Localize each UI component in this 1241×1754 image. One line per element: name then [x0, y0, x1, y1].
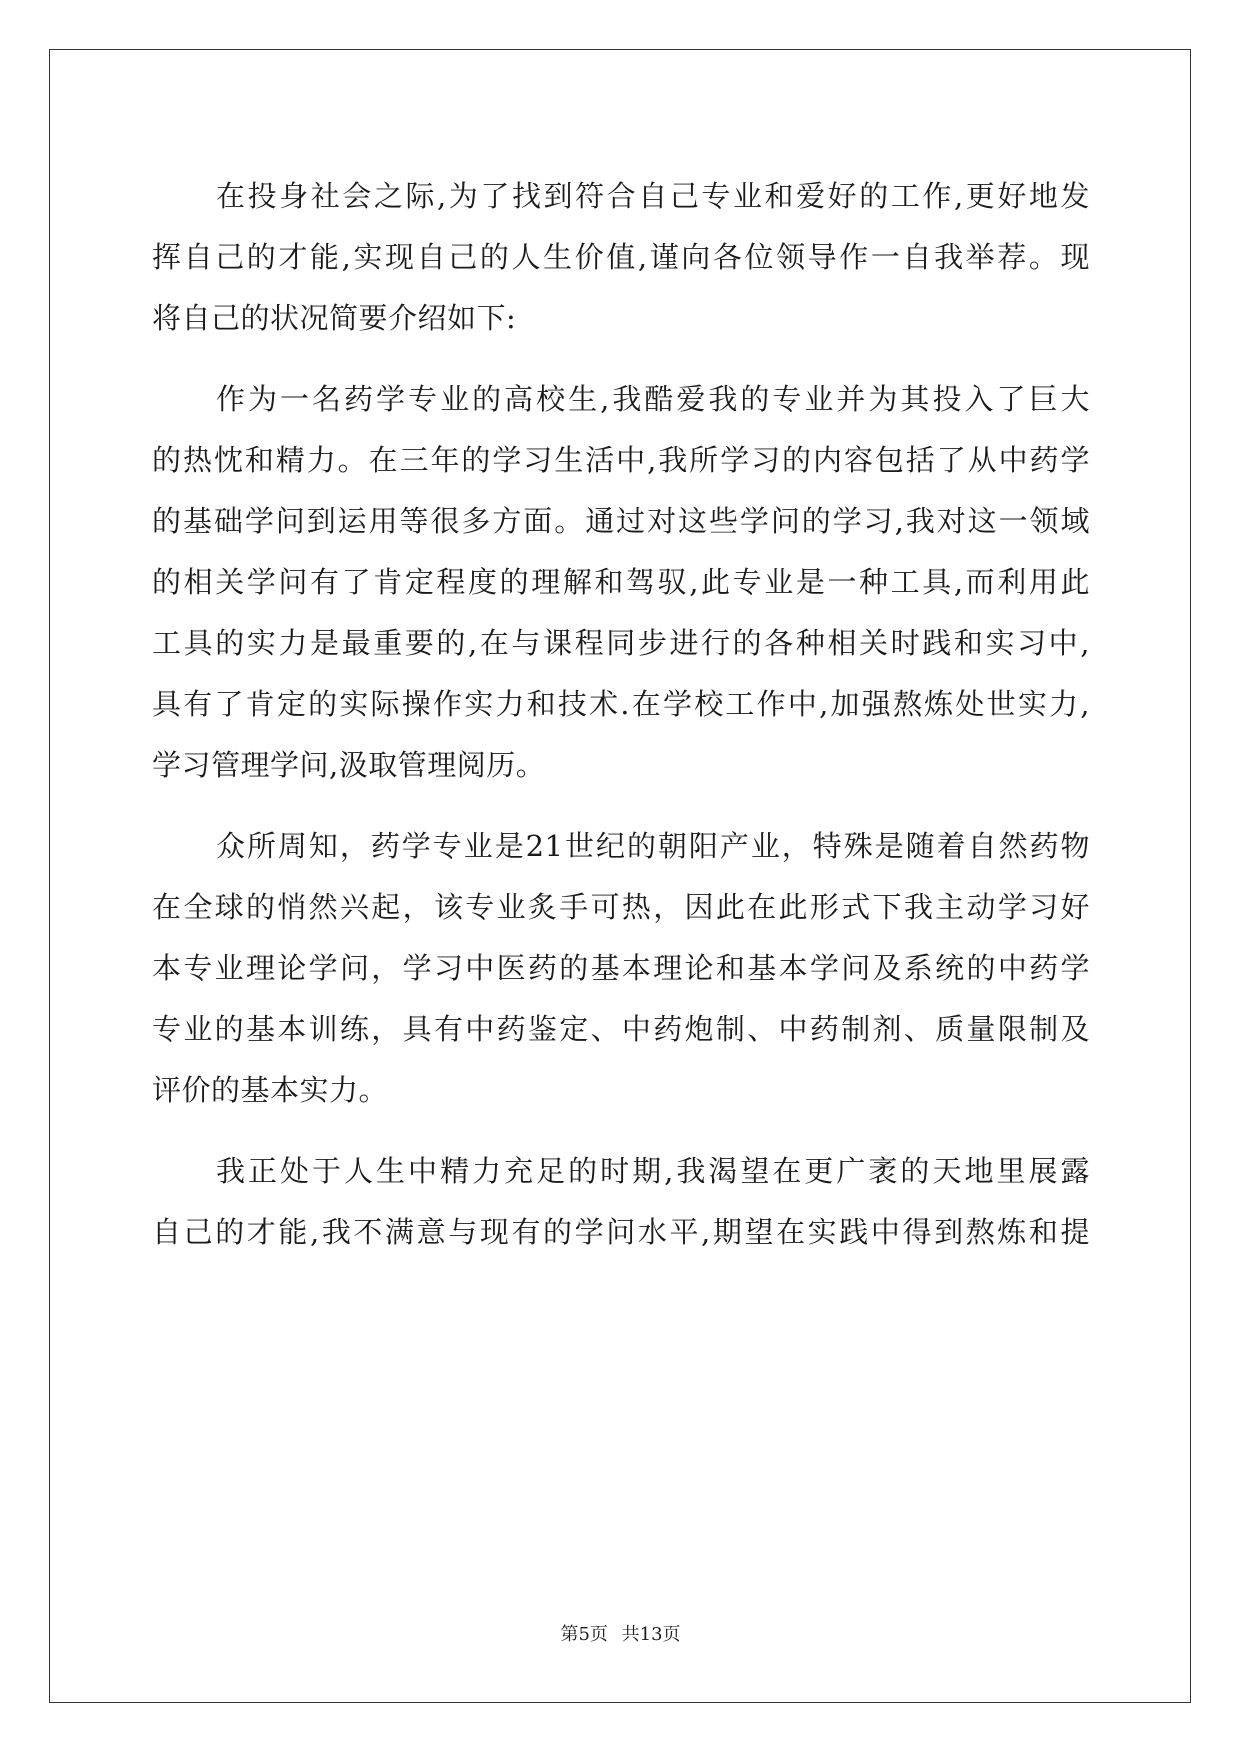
page-footer — [0, 1620, 1241, 1646]
text-line: 众所周知，药学专业是21世纪的朝阳产业，特殊是随着自然药物 — [216, 829, 1090, 863]
text-line: 的热忱和精力。在三年的学习生活中,我所学习的内容包括了从中药学 — [152, 443, 1090, 477]
paragraph-3 — [152, 816, 1090, 1121]
text-line: 在投身社会之际,为了找到符合自己专业和爱好的工作,更好地发 — [216, 179, 1090, 213]
page-number: 第5页 — [560, 1624, 608, 1645]
page-total: 共13页 — [621, 1624, 681, 1645]
text-line: 工具的实力是最重要的,在与课程同步进行的各种相关时践和实习中, — [152, 626, 1090, 660]
text-line: 具有了肯定的实际操作实力和技术.在学校工作中,加强熬炼处世实力, — [152, 687, 1090, 721]
text-line: 评价的基本实力。 — [152, 1073, 389, 1107]
text-line: 学习管理学问,汲取管理阅历。 — [152, 748, 546, 782]
text-line: 将自己的状况简要介绍如下: — [152, 301, 517, 335]
paragraph-4 — [152, 1141, 1090, 1263]
text-line: 在全球的悄然兴起，该专业炙手可热，因此在此形式下我主动学习好 — [152, 890, 1090, 924]
document-body — [152, 166, 1090, 1263]
text-line: 的基础学问到运用等很多方面。通过对这些学问的学习,我对这一领域 — [152, 504, 1090, 538]
text-line: 专业的基本训练，具有中药鉴定、中药炮制、中药制剂、质量限制及 — [152, 1012, 1090, 1046]
paragraph-1 — [152, 166, 1090, 349]
text-line: 自己的才能,我不满意与现有的学问水平,期望在实践中得到熬炼和提 — [152, 1215, 1090, 1249]
text-line: 的相关学问有了肯定程度的理解和驾驭,此专业是一种工具,而利用此 — [152, 565, 1090, 599]
text-line: 本专业理论学问，学习中医药的基本理论和基本学问及系统的中药学 — [152, 951, 1090, 985]
text-line: 作为一名药学专业的高校生,我酷爱我的专业并为其投入了巨大 — [216, 382, 1090, 416]
paragraph-2 — [152, 369, 1090, 796]
text-line: 挥自己的才能,实现自己的人生价值,谨向各位领导作一自我举荐。现 — [152, 240, 1090, 274]
text-line: 我正处于人生中精力充足的时期,我渴望在更广袤的天地里展露 — [216, 1154, 1090, 1188]
